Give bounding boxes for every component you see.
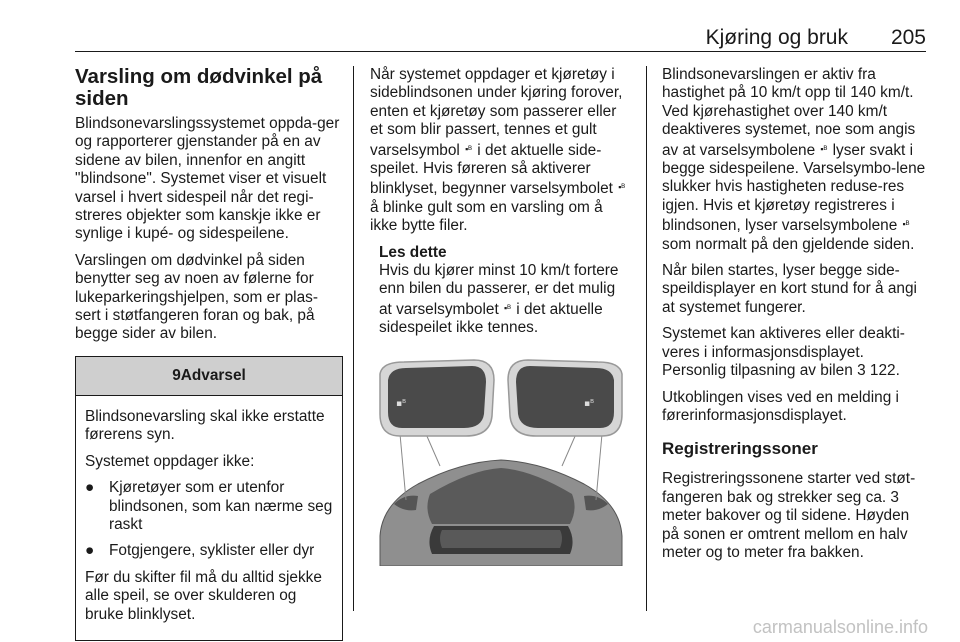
subsection-heading: Registreringssoner [662, 439, 818, 459]
warning-icon: 9 [172, 366, 181, 384]
warning-title: Advarsel [180, 366, 246, 384]
bullet-icon: ● [85, 479, 95, 497]
text-run: å blinke gult som en varsling om å ikke bytte filer. [370, 198, 603, 235]
warning-box [75, 356, 343, 641]
note-title: Les dette [379, 243, 447, 261]
callout-line [562, 434, 576, 466]
note-text [379, 262, 632, 338]
blind-spot-warning-icon: ▪ᴮ [820, 143, 828, 154]
text-run: som normalt på den gjeldende siden. [662, 235, 915, 253]
text-run: Systemet kan aktiveres eller deakti-veres i informasjonsdisplayet. Personlig tilpasning av bilen [662, 325, 905, 380]
text-run: Hvis du kjører minst 10 km/t fortere enn bilen du passerer, er det mulig at varselsymbolet [379, 262, 619, 318]
paragraph: Varslingen om dødvinkel på siden benytter seg av noen av følerne for lukeparkeringshjelpen, som er plas-sert i støtfangeren foran og bak, på begge sider av bilen. [75, 251, 318, 343]
column-2 [370, 66, 632, 566]
column-1 [75, 66, 343, 641]
callout-line [596, 434, 602, 500]
text-run: i det aktuelle side-speilet. Hvis føreren så aktiverer blinklyset, begynner varselsymbolet [370, 141, 613, 198]
car-mirror-illustration [370, 354, 632, 566]
warning-header [76, 357, 342, 396]
text-run: i det aktuelle sidespeilet ikke tennes. [379, 300, 603, 337]
text-run: Blindsonevarslingen er aktiv fra hastighet på 10 km/t opp til 140 km/t. Ved kjørehastighet over 140 km/t deaktiveres systemet, noe som angis av at varselsymbolene [662, 66, 916, 159]
text-run: Når systemet oppdager et kjøretøy i sideblindsonen under kjøring forover, enten et kjøretøy som passerer eller et som blir passert, tennes et gult varselsymbol [370, 66, 623, 159]
right-mirror-symbol: ▪ᴮ [584, 398, 594, 409]
callout-line [400, 434, 406, 500]
list-item-text: Kjøretøyer som er utenfor blindsonen, som kan nærme seg raskt [109, 479, 333, 533]
column-3 [662, 66, 930, 570]
paragraph: Før du skifter fil må du alltid sjekke alle speil, se over skulderen og bruke blinklyset. [85, 568, 322, 623]
section-heading: Varsling om dødvinkel på siden [75, 65, 323, 110]
paragraph: Blindsonevarsling skal ikke erstatte førerens syn. [85, 407, 325, 444]
paragraph: Registreringssonene starter ved støt-fangeren bak og strekker seg ca. 3 meter bakover og til sidene. Høyden på sonen er omtrent mellom en halv meter og to meter fra bakken. [662, 470, 916, 561]
blind-spot-warning-icon: ▪ᴮ [618, 182, 626, 193]
blind-spot-warning-icon: ▪ᴮ [504, 302, 511, 313]
left-mirror-glass [388, 366, 486, 428]
page-number: 205 [890, 26, 926, 49]
paragraph [662, 66, 930, 254]
column-divider [353, 66, 354, 611]
footer-watermark: carmanualsonline.info [752, 617, 928, 637]
list-item [85, 479, 333, 534]
header-title: Kjøring og bruk [705, 26, 848, 49]
paragraph [662, 325, 930, 380]
header-rule [75, 51, 926, 52]
right-mirror-glass [516, 366, 614, 428]
paragraph: Utkoblingen vises ved en melding i førerinformasjonsdisplayet. [662, 388, 899, 424]
page-reference-link[interactable]: 122. [869, 362, 900, 380]
paragraph [370, 66, 632, 236]
list-item [85, 542, 333, 560]
note [379, 244, 632, 338]
list-item-text: Fotgjengere, syklister eller dyr [109, 542, 315, 560]
bullet-icon: ● [85, 542, 95, 560]
paragraph: Systemet oppdager ikke: [85, 452, 255, 470]
paragraph: Blindsonevarslingssystemet oppda-ger og rapporterer gjenstander på en av sidene av bilen, innenfor en angitt "blindsone". Systemet viser et visuelt varsel i hvert sidespeil når det regi-streres objekter som kanskje ikke er synlige i kupé- og sidespeilene. [75, 115, 340, 243]
blind-spot-warning-icon: ▪ᴮ [465, 143, 473, 154]
page-reference-icon: 3 [857, 362, 866, 380]
left-mirror-symbol: ▪ᴮ [396, 398, 406, 409]
warning-body [76, 396, 342, 640]
text-run: lyser svakt i begge sidespeilene. Varselsymbo-lene slukker hvis hastigheten reduse-res igjen. Hvis et kjøretøy registreres i blindsonen, lyser varselsymbolene [662, 141, 926, 235]
paragraph: Når bilen startes, lyser begge side-speildisplayer en kort stund for å angi at systemet fungerer. [662, 262, 917, 316]
page-header [75, 18, 926, 48]
callout-line [426, 434, 440, 466]
rear-window-highlight [440, 530, 562, 548]
column-divider [646, 66, 647, 611]
blind-spot-warning-icon: ▪ᴮ [902, 219, 910, 230]
